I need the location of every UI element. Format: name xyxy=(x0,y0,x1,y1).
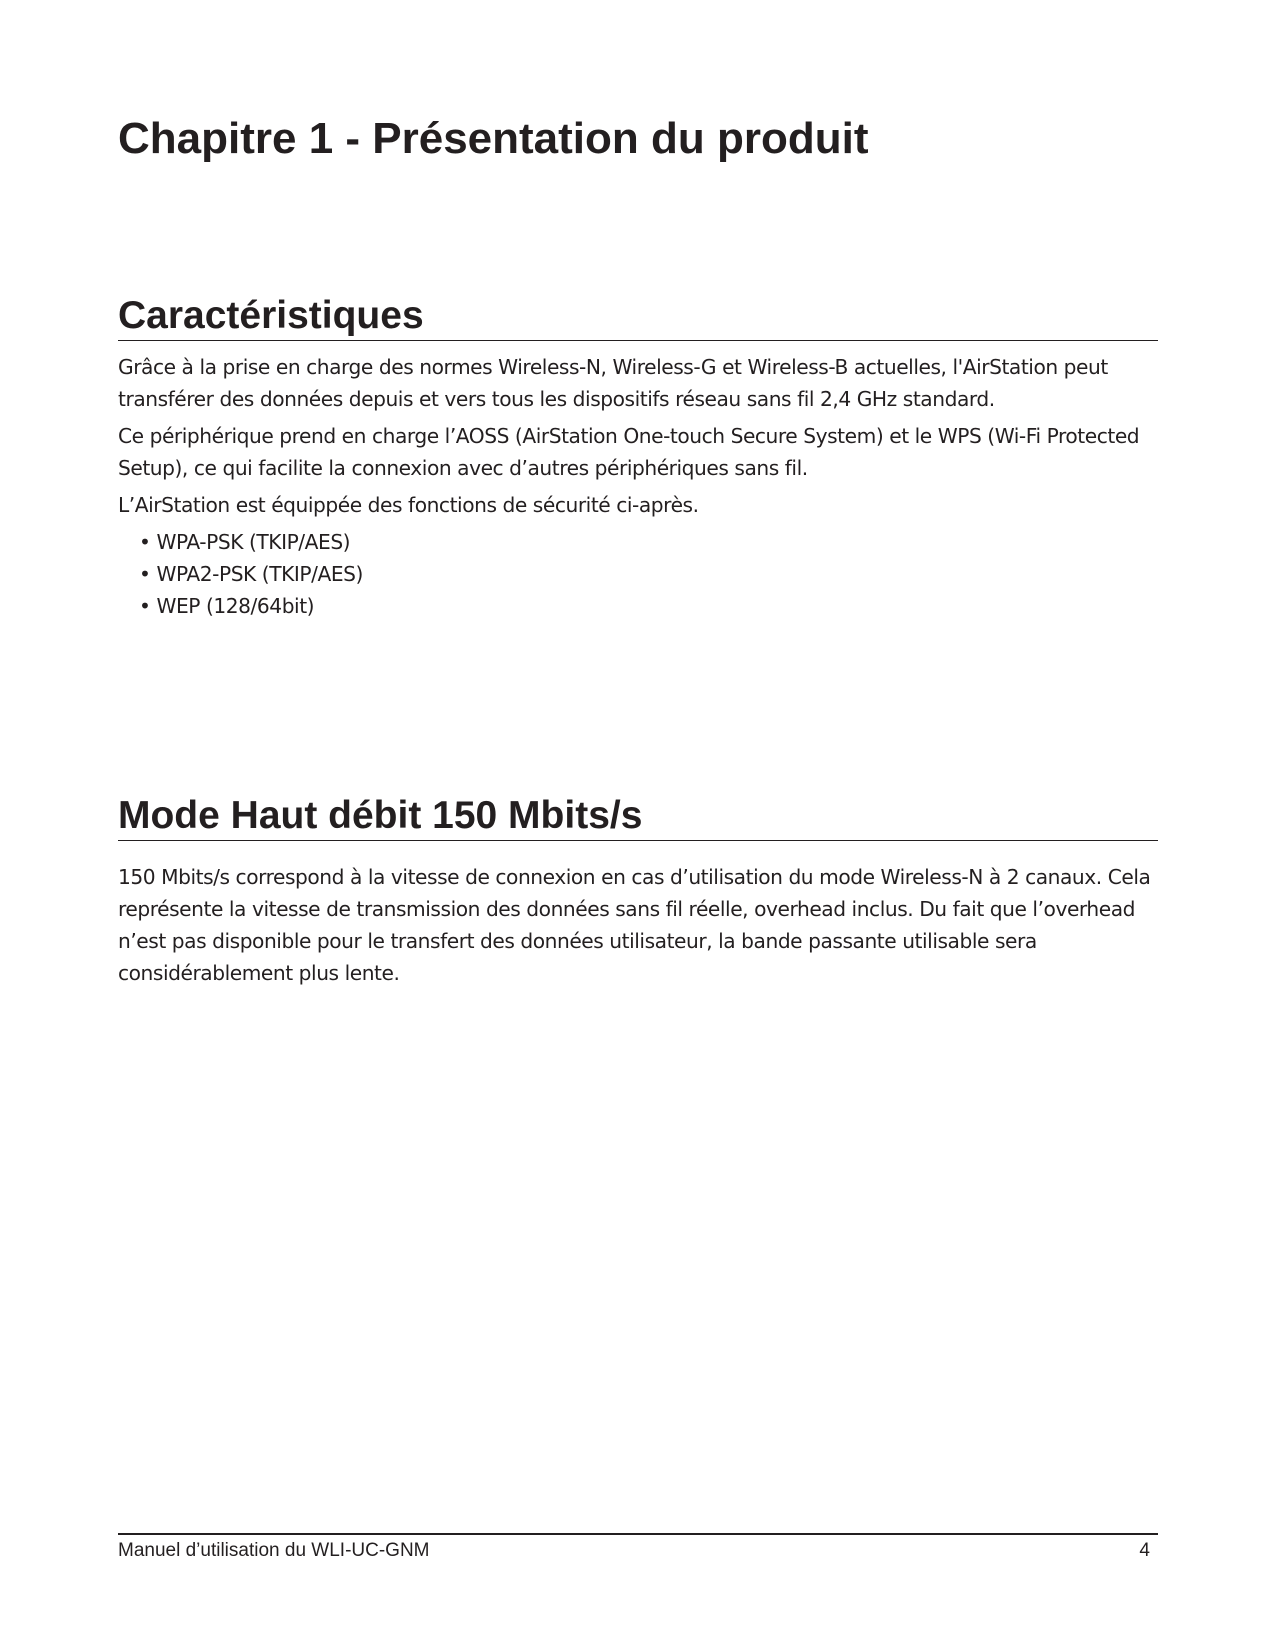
list-item: • WEP (128/64bit) xyxy=(139,590,1158,622)
features-paragraph-security-intro: L’AirStation est équippée des fonctions de sécurité ci-après. xyxy=(118,493,699,517)
features-section xyxy=(118,292,1158,622)
high-speed-paragraph: 150 Mbits/s correspond à la vitesse de connexion en cas d’utilisation du mode Wireless-N à 2 canaux. Cela représente la vitesse de transmission des données sans fil réelle, overhead inclus. Du fait que l’overhead n’est pas disponible pour le transfert des données utilisateur, la bande passante utilisable sera considérablement plus lente. xyxy=(118,865,1151,985)
features-paragraph-standards: Grâce à la prise en charge des normes Wireless-N, Wireless-G et Wireless-B actuelles, l'AirStation peut transférer des données depuis et vers tous les dispositifs réseau sans fil 2,4 GHz standard. xyxy=(118,355,1108,411)
high-speed-section xyxy=(118,792,1158,989)
list-item: • WPA-PSK (TKIP/AES) xyxy=(139,526,1158,558)
high-speed-heading: Mode Haut débit 150 Mbits/s xyxy=(118,792,1158,841)
features-paragraph-aoss-wps: Ce périphérique prend en charge l’AOSS (AirStation One-touch Secure System) et le WPS (Wi-Fi Protected Setup), ce qui facilite la connexion avec d’autres périphériques sans fil. xyxy=(118,424,1140,480)
features-heading: Caractéristiques xyxy=(118,292,1158,341)
chapter-title: Chapitre 1 - Présentation du produit xyxy=(118,114,869,163)
page-footer xyxy=(118,1533,1158,1563)
list-item: • WPA2-PSK (TKIP/AES) xyxy=(139,558,1158,590)
footer-manual-title: Manuel d’utilisation du WLI-UC-GNM xyxy=(118,1540,430,1561)
page-number: 4 xyxy=(1139,1540,1150,1561)
security-functions-list xyxy=(139,526,1158,622)
